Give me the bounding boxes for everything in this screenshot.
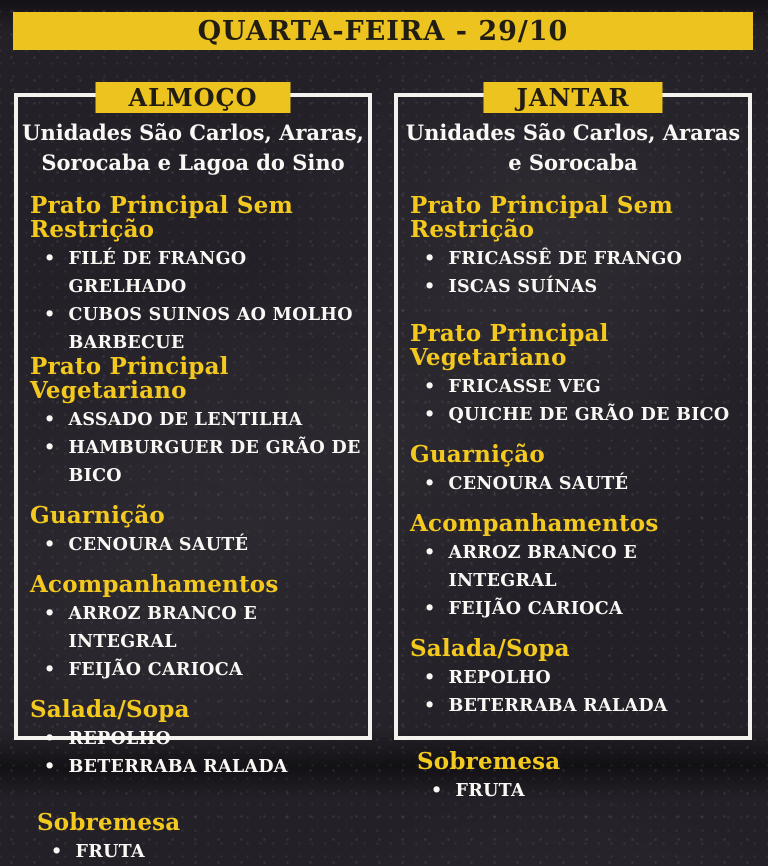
menu-section [410, 637, 748, 720]
bullet-icon: • [424, 277, 436, 297]
bullet-icon: • [424, 668, 436, 688]
bullet-icon: • [44, 757, 56, 777]
date-banner [13, 12, 753, 50]
menu-item-text: ARROZ BRANCO E INTEGRAL [448, 543, 637, 591]
bullet-icon: • [424, 696, 436, 716]
menu-item-text: FILÉ DE FRANGO GRELHADO [68, 249, 247, 297]
bullet-icon: • [44, 249, 56, 269]
menu-item [44, 301, 368, 357]
section-items [410, 664, 748, 720]
bullet-icon: • [424, 599, 436, 619]
bullet-icon: • [431, 781, 443, 801]
section-items [410, 470, 748, 498]
section-items [30, 531, 368, 559]
section-items [30, 406, 368, 490]
section-items [417, 777, 748, 805]
menu-section [410, 512, 748, 623]
menu-item-text: BETERRABA RALADA [448, 696, 668, 716]
menu-item-text: CENOURA SAUTÉ [68, 535, 249, 555]
section-title: Prato Principal Vegetariano [410, 320, 609, 371]
menu-item [424, 692, 748, 720]
section-title: Salada/Sopa [410, 635, 570, 662]
bullet-icon: • [424, 474, 436, 494]
bullet-icon: • [44, 660, 56, 680]
menu-item [44, 406, 368, 434]
lunch-column [14, 83, 372, 862]
dinner-column [394, 83, 752, 801]
menu-item [431, 777, 748, 805]
menu-section [30, 573, 368, 684]
section-items [410, 373, 748, 429]
bullet-icon: • [44, 438, 56, 458]
menu-item-text: BETERRABA RALADA [68, 757, 288, 777]
section-items [30, 600, 368, 684]
bullet-icon: • [44, 535, 56, 555]
menu-item [424, 470, 748, 498]
menu-item-text: ASSADO DE LENTILHA [68, 410, 303, 430]
menu-section [410, 443, 748, 498]
dinner-column-header: JANTAR [483, 82, 662, 113]
section-title: Prato Principal Vegetariano [30, 353, 229, 404]
menu-item [424, 245, 748, 273]
section-items [410, 539, 748, 623]
menu-item [424, 539, 748, 595]
menu-item-text: FEIJÃO CARIOCA [68, 660, 243, 680]
menu-item-text: FRUTA [455, 781, 525, 801]
menu-item [44, 531, 368, 559]
menu-section [30, 698, 368, 781]
menu-section [410, 322, 748, 429]
menu-item-text: REPOLHO [68, 729, 171, 749]
bullet-icon: • [44, 604, 56, 624]
section-items [37, 838, 368, 866]
section-title: Prato Principal Sem Restrição [410, 192, 674, 243]
menu-section [37, 811, 368, 866]
menu-item-text: FRUTA [75, 842, 145, 862]
section-title: Sobremesa [37, 809, 181, 836]
section-items [30, 725, 368, 781]
bullet-icon: • [424, 405, 436, 425]
section-title: Acompanhamentos [30, 571, 279, 598]
menu-section [30, 355, 368, 490]
section-title: Acompanhamentos [410, 510, 659, 537]
menu-section [30, 194, 368, 357]
bullet-icon: • [51, 842, 63, 862]
lunch-column-subtitle: Unidades São Carlos, Araras, Sorocaba e Lagoa do Sino [22, 120, 364, 175]
menu-item [44, 600, 368, 656]
section-items [410, 245, 748, 301]
bullet-icon: • [424, 377, 436, 397]
menu-item-text: FRICASSE VEG [448, 377, 601, 397]
menu-item-text: ISCAS SUÍNAS [448, 277, 598, 297]
menu-columns [14, 83, 752, 862]
section-title: Prato Principal Sem Restrição [30, 192, 294, 243]
menu-item-text: CUBOS SUINOS AO MOLHO BARBECUE [68, 305, 353, 353]
dinner-column-subtitle: Unidades São Carlos, Araras e Sorocaba [405, 120, 741, 175]
menu-item [44, 434, 368, 490]
bullet-icon: • [424, 249, 436, 269]
bullet-icon: • [44, 305, 56, 325]
date-banner-title: QUARTA-FEIRA - 29/10 [197, 15, 569, 47]
menu-item [44, 245, 368, 301]
bullet-icon: • [44, 729, 56, 749]
menu-item [424, 401, 748, 429]
menu-item [424, 373, 748, 401]
bullet-icon: • [44, 410, 56, 430]
section-title: Sobremesa [417, 748, 561, 775]
menu-item [424, 664, 748, 692]
menu-item-text: FRICASSÊ DE FRANGO [448, 249, 683, 269]
menu-item-text: QUICHE DE GRÃO DE BICO [448, 405, 730, 425]
lunch-column-header: ALMOÇO [96, 82, 291, 113]
menu-item-text: CENOURA SAUTÉ [448, 474, 629, 494]
menu-item [44, 656, 368, 684]
menu-item-text: FEIJÃO CARIOCA [448, 599, 623, 619]
section-title: Guarnição [410, 441, 545, 468]
menu-section [417, 750, 748, 805]
section-title: Guarnição [30, 502, 165, 529]
menu-item [51, 838, 368, 866]
section-title: Salada/Sopa [30, 696, 190, 723]
bullet-icon: • [424, 543, 436, 563]
menu-item-text: HAMBURGUER DE GRÃO DE BICO [68, 438, 361, 486]
section-items [30, 245, 368, 357]
menu-section [410, 194, 748, 301]
menu-item-text: ARROZ BRANCO E INTEGRAL [68, 604, 257, 652]
menu-item-text: REPOLHO [448, 668, 551, 688]
menu-item [44, 725, 368, 753]
menu-section [30, 504, 368, 559]
menu-item [424, 273, 748, 301]
menu-item [44, 753, 368, 781]
menu-item [424, 595, 748, 623]
